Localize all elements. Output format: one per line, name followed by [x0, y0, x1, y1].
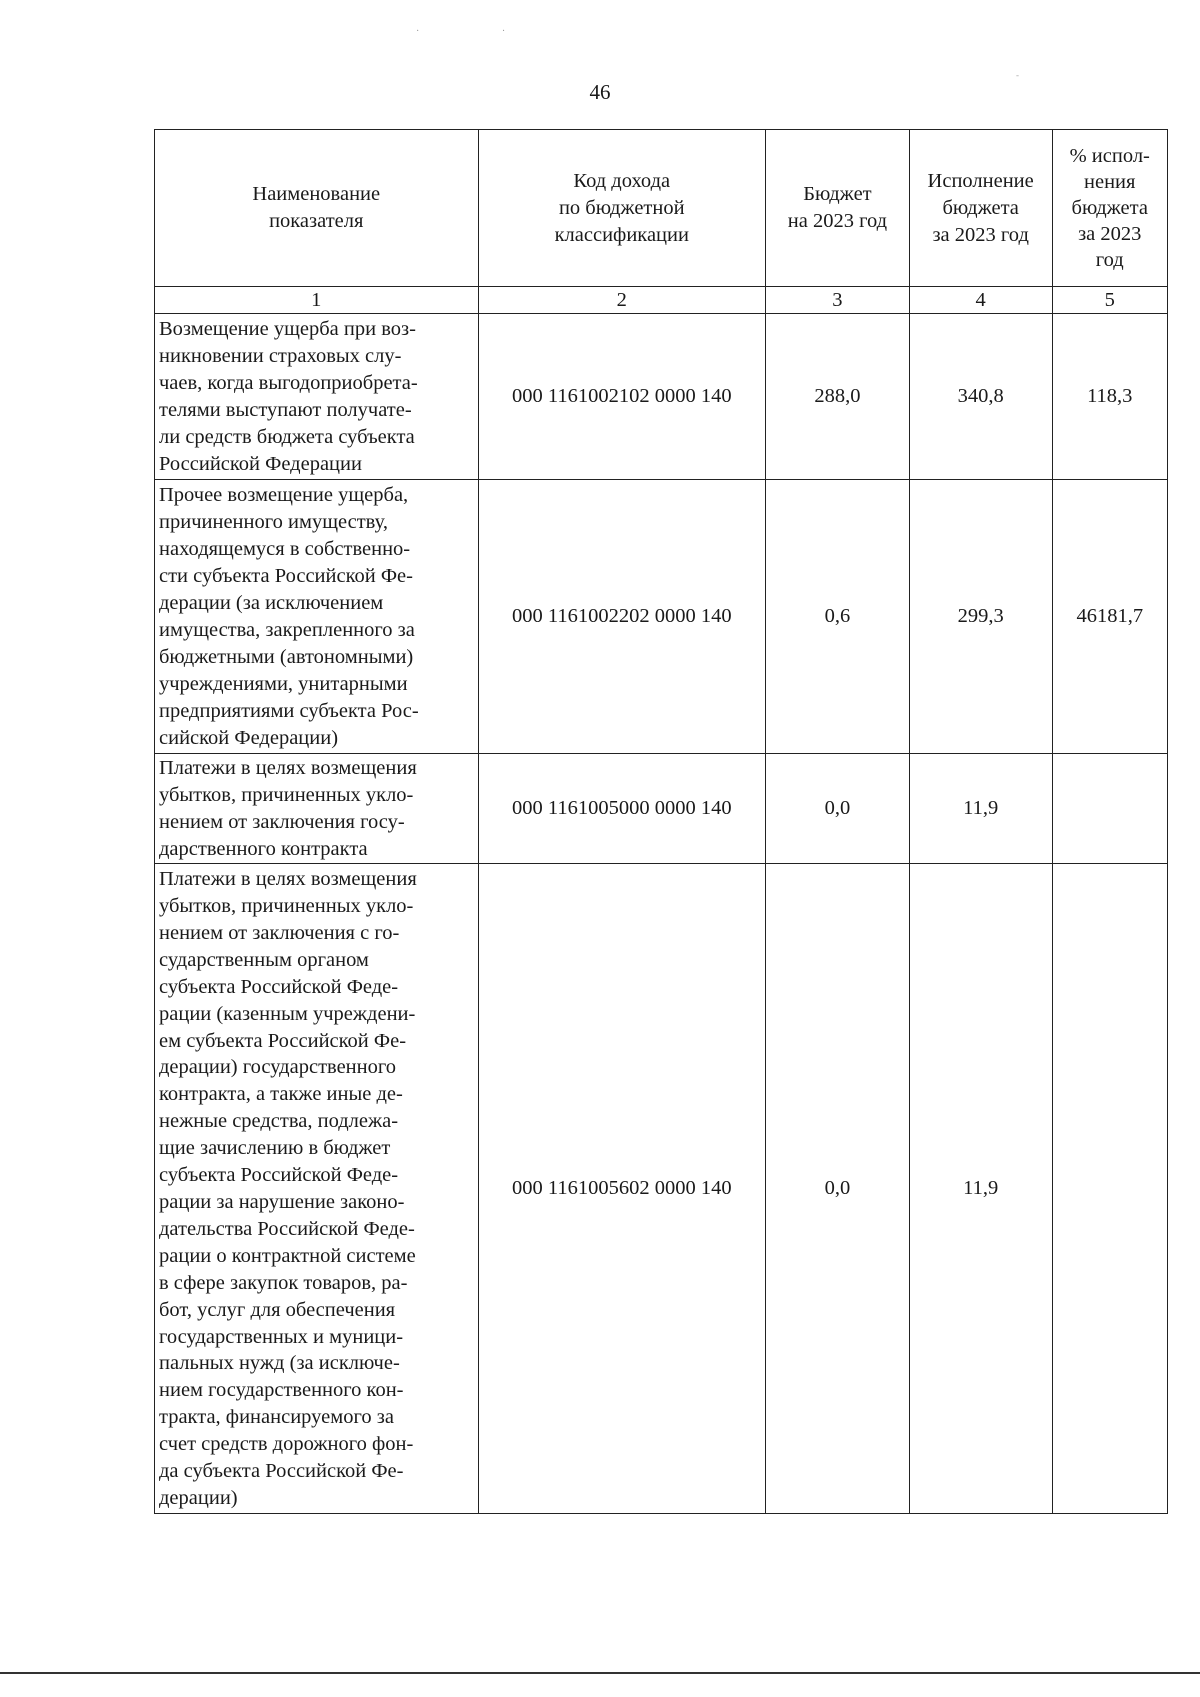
header-execution: [909, 130, 1052, 287]
indicator-name-line: бюджетными (автономными): [159, 645, 414, 668]
execution-cell: 340,8: [909, 314, 1052, 480]
indicator-name-line: нием государственного кон-: [159, 1379, 404, 1402]
scan-artifact: · ·: [416, 26, 546, 37]
indicator-name-line: дерации) государственного: [159, 1056, 397, 1079]
column-number: 2: [478, 287, 766, 314]
revenue-code-cell: 000 1161005000 0000 140: [478, 754, 766, 864]
column-number: 3: [766, 287, 910, 314]
header-line: за 2023 год: [932, 223, 1029, 246]
header-line: Исполнение: [927, 169, 1034, 192]
indicator-name-line: субъекта Российской Феде-: [159, 975, 399, 998]
indicator-name-line: субъекта Российской Феде-: [159, 1164, 399, 1187]
indicator-name-line: причиненного имуществу,: [159, 511, 388, 534]
header-revenue-code: [478, 130, 766, 287]
indicator-name-line: нежные средства, подлежа-: [159, 1110, 399, 1133]
header-line: % испол-: [1069, 145, 1150, 167]
header-line: год: [1095, 249, 1124, 271]
indicator-name-line: государственных и муници-: [159, 1325, 404, 1348]
page-number: 46: [589, 80, 611, 104]
header-percent-execution: [1052, 130, 1168, 287]
indicator-name-line: дательства Российской Феде-: [159, 1217, 415, 1240]
indicator-name-line: дерации): [159, 1486, 238, 1509]
table-row: [155, 864, 1168, 1514]
revenue-code-cell: 000 1161005602 0000 140: [478, 864, 766, 1514]
indicator-name-line: бот, услуг для обеспечения: [159, 1298, 396, 1321]
indicator-name-line: дарственного контракта: [159, 837, 368, 860]
table-row: [155, 480, 1168, 754]
indicator-name-line: пальных нужд (за исключе-: [159, 1352, 400, 1375]
execution-cell: 11,9: [909, 864, 1052, 1514]
header-line: классификации: [554, 223, 689, 246]
indicator-name-cell: [155, 754, 479, 864]
header-line: Наименование: [252, 183, 381, 205]
header-line: Бюджет: [803, 183, 872, 205]
indicator-name-cell: [155, 480, 479, 754]
execution-cell: 299,3: [909, 480, 1052, 754]
header-line: бюджета: [942, 196, 1019, 219]
header-line: нения: [1084, 171, 1136, 193]
scan-artifact: -: [1016, 70, 1019, 80]
budget-cell: 0,0: [766, 754, 910, 864]
revenue-code-cell: 000 1161002102 0000 140: [478, 314, 766, 480]
indicator-name-line: ем субъекта Российской Фе-: [159, 1029, 407, 1052]
column-number: 5: [1052, 287, 1168, 314]
indicator-name-line: нением от заключения госу-: [159, 811, 405, 833]
execution-cell: 11,9: [909, 754, 1052, 864]
budget-execution-table: [154, 129, 1168, 1514]
header-line: бюджета: [1071, 197, 1148, 219]
column-number: 4: [909, 287, 1052, 314]
header-row: [155, 130, 1168, 287]
header-line: за 2023: [1078, 223, 1142, 245]
indicator-name-cell: [155, 864, 479, 1514]
indicator-name-line: контракта, а также иные де-: [159, 1083, 403, 1106]
header-line: по бюджетной: [558, 196, 685, 219]
indicator-name-line: Платежи в целях возмещения: [159, 757, 417, 780]
indicator-name-line: никновении страховых слу-: [159, 345, 402, 368]
percent-cell: 118,3: [1052, 314, 1168, 480]
indicator-name-line: убытков, причиненных укло-: [159, 784, 414, 807]
indicator-name-line: щие зачислению в бюджет: [159, 1137, 391, 1160]
header-line: показателя: [269, 210, 364, 232]
percent-cell: [1052, 754, 1168, 864]
header-budget: [766, 130, 910, 287]
indicator-name-line: предприятиями субъекта Рос-: [159, 699, 419, 722]
indicator-name-line: Прочее возмещение ущерба,: [159, 484, 409, 507]
indicator-name-line: да субъекта Российской Фе-: [159, 1460, 404, 1483]
header-line: на 2023 год: [787, 210, 888, 232]
table-row: [155, 314, 1168, 480]
indicator-name-line: в сфере закупок товаров, ра-: [159, 1271, 408, 1294]
header-indicator-name: [155, 130, 479, 287]
header-line: Код дохода: [573, 169, 671, 192]
indicator-name-line: имущества, закрепленного за: [159, 619, 415, 641]
indicator-name-line: Платежи в целях возмещения: [159, 868, 417, 891]
indicator-name-line: нением от заключения с го-: [159, 921, 400, 944]
percent-cell: [1052, 864, 1168, 1514]
indicator-name-line: сийской Федерации): [159, 726, 339, 749]
indicator-name-line: ли средств бюджета субъекта: [159, 425, 415, 448]
indicator-name-line: убытков, причиненных укло-: [159, 895, 414, 918]
indicator-name-line: Российской Федерации: [159, 452, 362, 475]
revenue-code-cell: 000 1161002202 0000 140: [478, 480, 766, 754]
indicator-name-line: Возмещение ущерба при воз-: [159, 318, 416, 341]
indicator-name-line: находящемуся в собственно-: [159, 538, 411, 561]
column-number: 1: [155, 287, 479, 314]
budget-cell: 0,0: [766, 864, 910, 1514]
indicator-name-line: дерации (за исключением: [159, 592, 384, 615]
budget-cell: 288,0: [766, 314, 910, 480]
footer-rule: [0, 1672, 1200, 1674]
budget-cell: 0,6: [766, 480, 910, 754]
indicator-name-cell: [155, 314, 479, 480]
table-row: [155, 754, 1168, 864]
percent-cell: 46181,7: [1052, 480, 1168, 754]
indicator-name-line: телями выступают получате-: [159, 399, 412, 421]
indicator-name-line: рации за нарушение законо-: [159, 1191, 405, 1213]
indicator-name-line: сударственным органом: [159, 948, 369, 971]
indicator-name-line: чаев, когда выгодоприобрета-: [159, 372, 418, 395]
indicator-name-line: рации о контрактной системе: [159, 1244, 416, 1267]
indicator-name-line: счет средств дорожного фон-: [159, 1433, 414, 1456]
column-number-row: [155, 287, 1168, 314]
indicator-name-line: сти субъекта Российской Фе-: [159, 565, 413, 588]
indicator-name-line: тракта, финансируемого за: [159, 1406, 394, 1429]
indicator-name-line: учреждениями, унитарными: [159, 672, 408, 695]
indicator-name-line: рации (казенным учреждени-: [159, 1002, 416, 1025]
